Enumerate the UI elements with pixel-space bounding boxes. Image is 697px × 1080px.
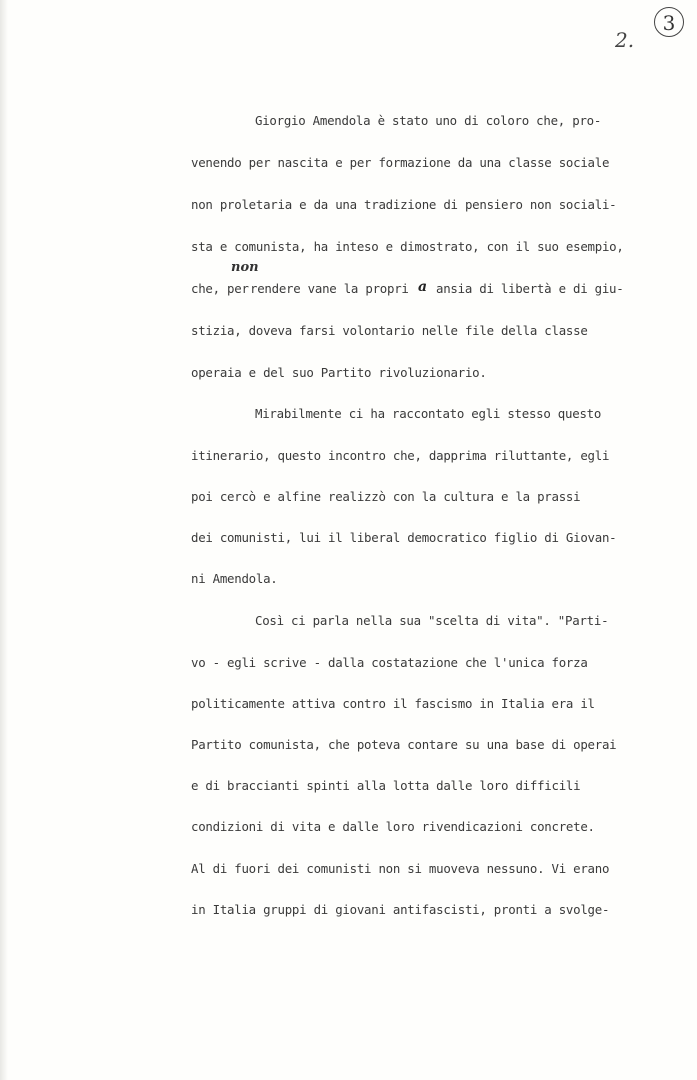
text-line-12: ni Amendola.: [191, 571, 278, 586]
circled-page-number: 3: [654, 7, 684, 37]
text-line-15: politicamente attiva contro il fascismo in Italia era il: [191, 696, 595, 711]
text-line-17: e di braccianti spinti alla lotta dalle loro difficili: [191, 778, 581, 793]
text-line-20: in Italia gruppi di giovani antifascisti, pronti a svolge-: [191, 902, 610, 917]
text-line-5-part-1: che, per: [191, 281, 249, 296]
text-line-7: operaia e del suo Partito rivoluzionario.: [191, 365, 487, 380]
text-line-5-part-2: rendere vane la propri: [250, 281, 409, 296]
text-line-16: Partito comunista, che poteva contare su una base di operai: [191, 737, 617, 752]
text-line-4: sta e comunista, ha inteso e dimostrato, con il suo esempio,: [191, 239, 624, 254]
text-line-9: itinerario, questo incontro che, dapprima riluttante, egli: [191, 448, 610, 463]
text-line-2: venendo per nascita e per formazione da una classe sociale: [191, 155, 610, 170]
text-line-8: Mirabilmente ci ha raccontato egli stesso questo: [255, 406, 602, 421]
text-line-1: Giorgio Amendola è stato uno di coloro che, pro-: [255, 113, 602, 128]
handwritten-insertion: non: [231, 260, 259, 275]
text-line-19: Al di fuori dei comunisti non si muoveva nessuno. Vi erano: [191, 861, 610, 876]
text-line-13: Così ci parla nella sua "scelta di vita". "Parti-: [255, 613, 609, 628]
page-number: 2.: [615, 28, 635, 52]
text-line-11: dei comunisti, lui il liberal democratico figlio di Giovan-: [191, 530, 617, 545]
text-line-18: condizioni di vita e dalle loro rivendicazioni concrete.: [191, 819, 595, 834]
text-line-10: poi cercò e alfine realizzò con la cultura e la prassi: [191, 489, 581, 504]
text-line-3: non proletaria e da una tradizione di pensiero non sociali-: [191, 197, 617, 212]
text-line-5-part-3: ansia di libertà e di giu-: [436, 281, 624, 296]
handwritten-correction: a: [418, 279, 428, 295]
text-line-6: stizia, doveva farsi volontario nelle file della classe: [191, 323, 588, 338]
text-line-14: vo - egli scrive - dalla costatazione che l'unica forza: [191, 655, 588, 670]
